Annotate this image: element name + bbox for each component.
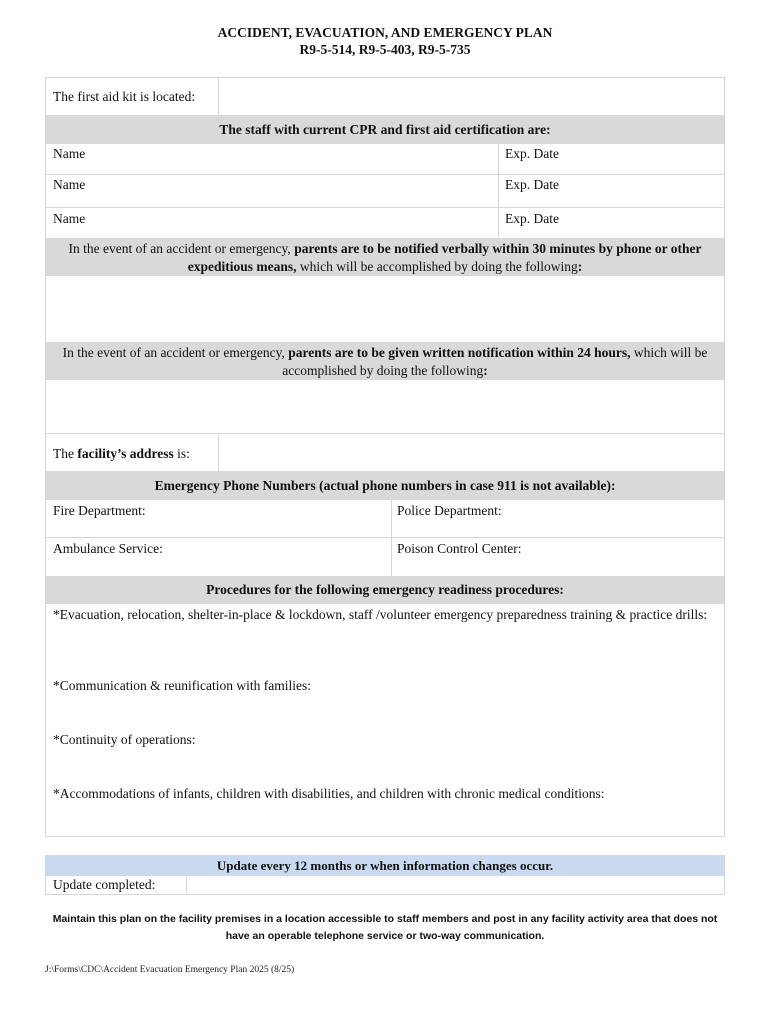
poison-control-field[interactable] (540, 538, 720, 576)
procedures-heading: Procedures for the following emergency readiness procedures: (46, 576, 724, 604)
cpr-name-label-1: Name (53, 146, 86, 161)
verbal-notification-field[interactable] (46, 276, 724, 342)
ambulance-service-label: Ambulance Service: (53, 541, 163, 556)
verbal-text-bold: parents are to be notified verbally within 30 minutes by phone or other expeditious means, (187, 241, 702, 274)
facility-address-field[interactable] (219, 434, 724, 471)
written-notification-heading (46, 342, 724, 380)
procedure-communication-field[interactable] (53, 697, 718, 729)
procedure-accommodations-field[interactable] (53, 805, 718, 833)
cpr-exp-field-1[interactable] (570, 144, 720, 174)
poison-control-label: Poison Control Center: (397, 541, 522, 556)
cpr-exp-label-3: Exp. Date (505, 211, 559, 226)
procedure-communication: *Communication & reunification with families: (53, 678, 311, 693)
cpr-name-field-1[interactable] (100, 144, 495, 174)
address-pre: The (53, 446, 78, 461)
maintain-plan-note: Maintain this plan on the facility premises in a location accessible to staff members and post in any facility activity area that does not have an operable telephone service or two-way communication. (52, 913, 718, 942)
document-subtitle: R9-5-514, R9-5-403, R9-5-735 (299, 42, 471, 57)
verbal-text-pre: In the event of an accident or emergency, (68, 241, 295, 256)
facility-address-label (53, 446, 190, 462)
document-title: ACCIDENT, EVACUATION, AND EMERGENCY PLAN (217, 25, 553, 40)
divider (498, 144, 499, 238)
police-department-field[interactable] (520, 501, 720, 537)
emergency-phone-heading: Emergency Phone Numbers (actual phone numbers in case 911 is not available): (46, 471, 724, 500)
file-path-footer: J:\Forms\CDC\Accident Evacuation Emergency Plan 2025 (8/25) (45, 965, 295, 975)
written-text-pre: In the event of an accident or emergency, (62, 345, 289, 360)
verbal-text-colon: : (577, 259, 583, 274)
cpr-name-field-3[interactable] (100, 208, 495, 238)
first-aid-kit-field[interactable] (219, 78, 724, 115)
cpr-name-field-2[interactable] (100, 175, 495, 207)
procedure-accommodations: *Accommodations of infants, children with disabilities, and children with chronic medical conditions: (53, 786, 605, 801)
address-bold: facility’s address (77, 446, 174, 461)
verbal-notification-heading (46, 238, 724, 276)
procedure-continuity-field[interactable] (53, 751, 718, 783)
address-post: is: (173, 446, 190, 461)
written-notification-field[interactable] (46, 380, 724, 433)
cpr-heading: The staff with current CPR and first aid certification are: (46, 115, 724, 144)
update-completed-label: Update completed: (53, 877, 156, 892)
fire-department-label: Fire Department: (53, 503, 146, 518)
cpr-exp-label-1: Exp. Date (505, 146, 559, 161)
procedure-evacuation-field[interactable] (53, 643, 718, 675)
cpr-name-label-2: Name (53, 177, 86, 192)
procedure-continuity: *Continuity of operations: (53, 732, 196, 747)
divider (391, 500, 392, 576)
cpr-exp-field-2[interactable] (570, 175, 720, 207)
first-aid-kit-label: The first aid kit is located: (53, 89, 196, 104)
cpr-exp-label-2: Exp. Date (505, 177, 559, 192)
written-text-colon: : (483, 363, 488, 378)
cpr-exp-field-3[interactable] (570, 208, 720, 238)
update-completed-field[interactable] (187, 877, 724, 894)
procedure-evacuation: *Evacuation, relocation, shelter-in-place & lockdown, staff /volunteer emergency preparedness training & practice drills: (53, 607, 708, 622)
ambulance-service-field[interactable] (180, 538, 385, 576)
verbal-text-post: which will be accomplished by doing the following (296, 259, 578, 274)
update-heading: Update every 12 months or when information changes occur. (46, 856, 724, 876)
written-text-post: which will be accomplished by doing the following (282, 345, 708, 378)
police-department-label: Police Department: (397, 503, 502, 518)
cpr-name-label-3: Name (53, 211, 86, 226)
written-text-bold: parents are to be given written notification within 24 hours, (288, 345, 631, 360)
fire-department-field[interactable] (160, 501, 385, 537)
